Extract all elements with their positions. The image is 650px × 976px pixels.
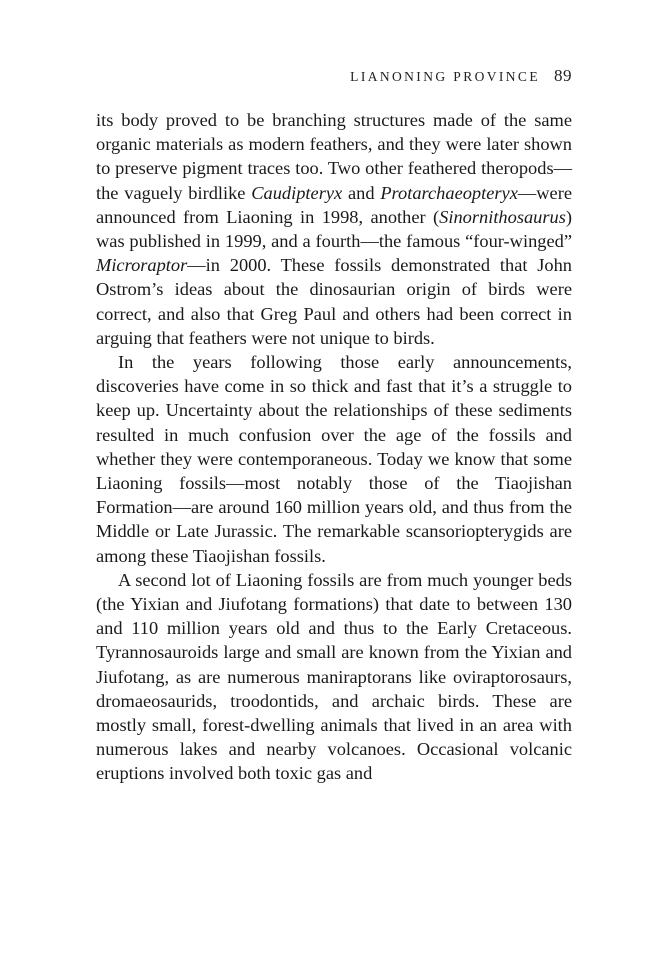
taxon-name: Caudipteryx xyxy=(251,182,343,203)
body-text xyxy=(96,108,572,786)
text-run: —were announced from Liaoning in 1998, another ( xyxy=(96,182,572,227)
running-title: LIANONING PROVINCE xyxy=(350,69,540,84)
page-number: 89 xyxy=(554,66,572,85)
paragraph-3 xyxy=(96,568,572,786)
text-run: and xyxy=(342,182,381,203)
paragraph-1 xyxy=(96,108,572,350)
taxon-name: Microraptor xyxy=(96,255,188,276)
taxon-name: Protarchaeopteryx xyxy=(380,182,518,203)
text-run: A second lot of Liaoning fossils are from much younger beds (the Yixian and Jiufotang formations) that date to between 130 and 110 million years old and thus to the Early Cretaceous. Tyrannosauroids large and small are known from the Yixian and Jiufotang, as are numerous maniraptorans like oviraptorosaurs, dromaeosaurids, troodontids, and archaic birds. These are mostly small, forest-dwelling animals that lived in an area with numerous lakes and nearby volcanoes. Occasional volcanic eruptions involved both toxic gas and xyxy=(96,569,572,784)
text-run: —in 2000. These fossils demonstrated that John Ostrom’s ideas about the dinosaurian origin of birds were correct, and also that Greg Paul and others had been correct in arguing that feathers were not unique to birds. xyxy=(96,255,572,348)
running-head xyxy=(350,66,572,86)
paragraph-2 xyxy=(96,350,572,568)
text-run: In the years following those early announcements, discoveries have come in so thick and fast that it’s a struggle to keep up. Uncertainty about the relationships of these sediments resulted in much confusion over the age of the fossils and whether they were contemporaneous. Today we know that some Liaoning fossils—most notably those of the Tiaojishan Formation—are around 160 million years old, and thus from the Middle or Late Jurassic. The remarkable scansoriopterygids are among these Tiaojishan fossils. xyxy=(96,352,572,566)
text-run: ) was published in 1999, and a fourth—the famous “four-winged” xyxy=(96,206,572,252)
text-run: its body proved to be branching structures made of the same organic materials as modern feathers, and they were later shown to preserve pigment traces too. Two other feathered theropods—the vaguely birdlike xyxy=(96,110,572,203)
taxon-name: Sinornithosaurus xyxy=(439,206,566,227)
